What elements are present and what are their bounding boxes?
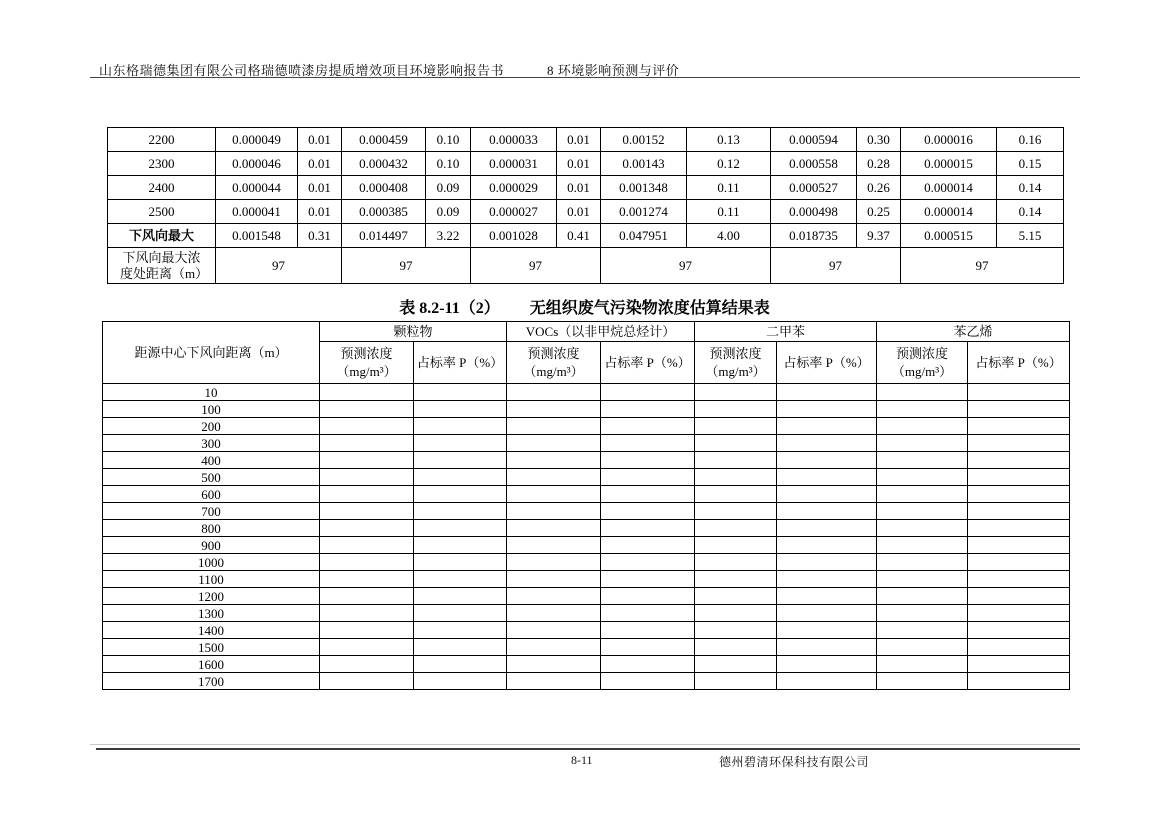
empty-value-cell [968, 503, 1070, 520]
empty-value-cell [507, 435, 601, 452]
concentration-value-cell: 0.047951 [601, 224, 687, 248]
empty-value-cell [507, 537, 601, 554]
empty-value-cell [877, 571, 968, 588]
empty-value-cell [968, 673, 1070, 690]
percent-value-cell: 0.30 [857, 128, 901, 152]
concentration-value-cell: 0.00152 [601, 128, 687, 152]
empty-value-cell [695, 384, 777, 401]
empty-value-cell [695, 401, 777, 418]
empty-value-cell [507, 418, 601, 435]
empty-value-cell [777, 537, 877, 554]
empty-value-cell [777, 571, 877, 588]
percent-value-cell: 0.01 [298, 152, 342, 176]
percent-value-cell: 0.01 [557, 176, 601, 200]
percent-value-cell: 0.10 [426, 152, 471, 176]
empty-value-cell [507, 469, 601, 486]
empty-value-cell [777, 554, 877, 571]
row-distance-label: 2300 [108, 152, 216, 176]
distance-value-cell: 97 [601, 248, 771, 284]
empty-value-cell [968, 486, 1070, 503]
empty-value-cell [968, 452, 1070, 469]
empty-value-cell [601, 452, 695, 469]
row-distance-label: 200 [103, 418, 320, 435]
concentration-value-cell: 0.000016 [901, 128, 997, 152]
table-row [103, 537, 1070, 554]
group-header-particulate: 颗粒物 [320, 322, 507, 342]
empty-value-cell [320, 452, 414, 469]
percent-value-cell: 0.12 [687, 152, 771, 176]
empty-value-cell [507, 384, 601, 401]
percent-value-cell: 0.01 [298, 128, 342, 152]
empty-value-cell [320, 656, 414, 673]
empty-value-cell [414, 673, 507, 690]
empty-value-cell [777, 673, 877, 690]
table-row [108, 176, 1064, 200]
concentration-value-cell: 0.000432 [342, 152, 426, 176]
footer-page-number: 8-11 [571, 753, 593, 767]
empty-value-cell [601, 588, 695, 605]
distance-value-cell: 97 [216, 248, 342, 284]
table2-body [103, 384, 1070, 690]
empty-value-cell [414, 588, 507, 605]
empty-value-cell [877, 469, 968, 486]
empty-value-cell [777, 469, 877, 486]
header-report-title: 山东格瑞德集团有限公司格瑞德喷漆房提质增效项目环境影响报告书 [99, 63, 505, 78]
concentration-value-cell: 0.000041 [216, 200, 298, 224]
row-distance-label: 1600 [103, 656, 320, 673]
empty-value-cell [968, 418, 1070, 435]
percent-value-cell: 0.14 [997, 176, 1064, 200]
empty-value-cell [414, 452, 507, 469]
table-row [103, 401, 1070, 418]
table1-body [108, 128, 1064, 248]
empty-value-cell [695, 435, 777, 452]
table-title [0, 299, 1169, 319]
empty-value-cell [320, 469, 414, 486]
conc-header: 预测浓度 （mg/m³） [507, 342, 601, 384]
row-distance-label: 700 [103, 503, 320, 520]
empty-value-cell [695, 622, 777, 639]
empty-value-cell [601, 418, 695, 435]
empty-value-cell [877, 520, 968, 537]
table-row [103, 384, 1070, 401]
concentration-value-cell: 0.014497 [342, 224, 426, 248]
table-row [103, 656, 1070, 673]
empty-value-cell [968, 469, 1070, 486]
concentration-value-cell: 0.000014 [901, 200, 997, 224]
empty-value-cell [968, 656, 1070, 673]
empty-value-cell [968, 588, 1070, 605]
group-header-styrene: 苯乙烯 [877, 322, 1070, 342]
footer-company-name: 德州碧清环保科技有限公司 [719, 755, 870, 769]
row-distance-label: 1300 [103, 605, 320, 622]
empty-value-cell [968, 554, 1070, 571]
empty-value-cell [601, 622, 695, 639]
empty-value-cell [320, 384, 414, 401]
empty-value-cell [695, 605, 777, 622]
empty-value-cell [695, 639, 777, 656]
concentration-value-cell: 0.000558 [771, 152, 857, 176]
percent-value-cell: 0.01 [298, 176, 342, 200]
concentration-value-cell: 0.000498 [771, 200, 857, 224]
distance-column-header: 距源中心下风向距离（m） [103, 322, 320, 384]
percent-value-cell: 5.15 [997, 224, 1064, 248]
conc-header: 预测浓度 （mg/m³） [320, 342, 414, 384]
concentration-value-cell: 0.001348 [601, 176, 687, 200]
empty-value-cell [968, 520, 1070, 537]
empty-value-cell [414, 656, 507, 673]
empty-value-cell [601, 656, 695, 673]
concentration-value-cell: 0.000029 [471, 176, 557, 200]
empty-value-cell [320, 537, 414, 554]
empty-value-cell [414, 605, 507, 622]
empty-value-cell [507, 571, 601, 588]
empty-value-cell [507, 656, 601, 673]
empty-value-cell [507, 588, 601, 605]
empty-value-cell [320, 435, 414, 452]
table-title-text: 无组织废气污染物浓度估算结果表 [529, 300, 770, 317]
percent-value-cell: 0.14 [997, 200, 1064, 224]
row-distance-label: 100 [103, 401, 320, 418]
row-distance-label: 1100 [103, 571, 320, 588]
empty-value-cell [507, 452, 601, 469]
percent-value-cell: 0.28 [857, 152, 901, 176]
concentration-value-cell: 0.000033 [471, 128, 557, 152]
empty-value-cell [695, 418, 777, 435]
concentration-value-cell: 0.000046 [216, 152, 298, 176]
footer-rule-dark [96, 748, 1080, 750]
table-row [103, 418, 1070, 435]
table-row [103, 435, 1070, 452]
percent-value-cell: 0.10 [426, 128, 471, 152]
empty-value-cell [414, 469, 507, 486]
empty-value-cell [507, 622, 601, 639]
table-row [103, 503, 1070, 520]
concentration-value-cell: 0.00143 [601, 152, 687, 176]
empty-value-cell [777, 656, 877, 673]
pct-header: 占标率 P（%） [414, 342, 507, 384]
empty-value-cell [320, 503, 414, 520]
concentration-value-cell: 0.000044 [216, 176, 298, 200]
empty-value-cell [414, 503, 507, 520]
empty-value-cell [320, 622, 414, 639]
row-distance-label: 500 [103, 469, 320, 486]
header-rule [90, 77, 1080, 78]
empty-value-cell [777, 503, 877, 520]
empty-value-cell [777, 486, 877, 503]
table-row [103, 571, 1070, 588]
empty-value-cell [777, 622, 877, 639]
empty-value-cell [414, 401, 507, 418]
unorganized-emission-estimation-table [102, 321, 1070, 690]
empty-value-cell [414, 418, 507, 435]
empty-value-cell [320, 520, 414, 537]
empty-value-cell [601, 469, 695, 486]
row-distance-label: 2400 [108, 176, 216, 200]
empty-value-cell [320, 673, 414, 690]
empty-value-cell [695, 537, 777, 554]
empty-value-cell [320, 605, 414, 622]
empty-value-cell [777, 639, 877, 656]
percent-value-cell: 0.01 [298, 200, 342, 224]
header-chapter-title: 8 环境影响预测与评价 [547, 63, 680, 78]
row-distance-label: 2500 [108, 200, 216, 224]
empty-value-cell [414, 554, 507, 571]
percent-value-cell: 0.26 [857, 176, 901, 200]
percent-value-cell: 0.01 [557, 152, 601, 176]
group-header-xylene: 二甲苯 [695, 322, 877, 342]
max-concentration-distance-row [108, 248, 1064, 284]
row-distance-label: 800 [103, 520, 320, 537]
empty-value-cell [414, 486, 507, 503]
empty-value-cell [695, 486, 777, 503]
concentration-value-cell: 0.001028 [471, 224, 557, 248]
empty-value-cell [968, 639, 1070, 656]
conc-header: 预测浓度 （mg/m³） [877, 342, 968, 384]
distance-value-cell: 97 [471, 248, 601, 284]
pct-header: 占标率 P（%） [777, 342, 877, 384]
empty-value-cell [968, 622, 1070, 639]
empty-value-cell [507, 554, 601, 571]
concentration-value-cell: 0.000459 [342, 128, 426, 152]
empty-value-cell [695, 503, 777, 520]
empty-value-cell [601, 537, 695, 554]
concentration-value-cell: 0.018735 [771, 224, 857, 248]
empty-value-cell [877, 435, 968, 452]
footer-rule-light [90, 744, 1080, 745]
empty-value-cell [507, 503, 601, 520]
empty-value-cell [777, 401, 877, 418]
empty-value-cell [601, 673, 695, 690]
row-distance-label: 下风向最大 [108, 224, 216, 248]
empty-value-cell [695, 469, 777, 486]
row-distance-label: 10 [103, 384, 320, 401]
row-distance-label: 400 [103, 452, 320, 469]
row-distance-label: 300 [103, 435, 320, 452]
empty-value-cell [968, 401, 1070, 418]
empty-value-cell [320, 571, 414, 588]
group-header-vocs: VOCs（以非甲烷总烃计） [507, 322, 695, 342]
concentration-value-cell: 0.000015 [901, 152, 997, 176]
percent-value-cell: 0.15 [997, 152, 1064, 176]
empty-value-cell [695, 571, 777, 588]
row-distance-label: 600 [103, 486, 320, 503]
empty-value-cell [320, 418, 414, 435]
percent-value-cell: 0.01 [557, 128, 601, 152]
empty-value-cell [601, 401, 695, 418]
empty-value-cell [507, 639, 601, 656]
conc-header: 预测浓度 （mg/m³） [695, 342, 777, 384]
table-row [103, 622, 1070, 639]
empty-value-cell [877, 673, 968, 690]
percent-value-cell: 0.16 [997, 128, 1064, 152]
table-row [103, 605, 1070, 622]
concentration-value-cell: 0.000031 [471, 152, 557, 176]
empty-value-cell [777, 605, 877, 622]
empty-value-cell [320, 554, 414, 571]
table-title-number: 表 8.2-11（2） [399, 300, 500, 317]
concentration-value-cell: 0.000027 [471, 200, 557, 224]
concentration-value-cell: 0.001548 [216, 224, 298, 248]
empty-value-cell [601, 639, 695, 656]
empty-value-cell [414, 571, 507, 588]
empty-value-cell [601, 486, 695, 503]
pct-header: 占标率 P（%） [968, 342, 1070, 384]
empty-value-cell [414, 520, 507, 537]
empty-value-cell [320, 639, 414, 656]
percent-value-cell: 3.22 [426, 224, 471, 248]
row-distance-label: 1000 [103, 554, 320, 571]
empty-value-cell [777, 418, 877, 435]
empty-value-cell [601, 605, 695, 622]
percent-value-cell: 4.00 [687, 224, 771, 248]
table-row [103, 469, 1070, 486]
empty-value-cell [877, 656, 968, 673]
empty-value-cell [877, 588, 968, 605]
distance-row-label: 下风向最大浓度处距离（m） [108, 248, 216, 284]
row-distance-label: 1200 [103, 588, 320, 605]
empty-value-cell [968, 605, 1070, 622]
empty-value-cell [414, 537, 507, 554]
table-row [108, 200, 1064, 224]
empty-value-cell [877, 537, 968, 554]
empty-value-cell [414, 622, 507, 639]
empty-value-cell [877, 384, 968, 401]
concentration-value-cell: 0.000515 [901, 224, 997, 248]
empty-value-cell [877, 605, 968, 622]
table-row [108, 128, 1064, 152]
empty-value-cell [877, 418, 968, 435]
table-row [103, 639, 1070, 656]
empty-value-cell [877, 401, 968, 418]
percent-value-cell: 0.13 [687, 128, 771, 152]
pollutant-concentration-table-continued [107, 127, 1064, 284]
empty-value-cell [601, 571, 695, 588]
empty-value-cell [968, 537, 1070, 554]
empty-value-cell [507, 401, 601, 418]
empty-value-cell [507, 520, 601, 537]
concentration-value-cell: 0.000527 [771, 176, 857, 200]
percent-value-cell: 9.37 [857, 224, 901, 248]
percent-value-cell: 0.11 [687, 176, 771, 200]
empty-value-cell [507, 605, 601, 622]
percent-value-cell: 0.09 [426, 176, 471, 200]
table-row [103, 452, 1070, 469]
row-distance-label: 1700 [103, 673, 320, 690]
concentration-value-cell: 0.000385 [342, 200, 426, 224]
percent-value-cell: 0.25 [857, 200, 901, 224]
distance-value-cell: 97 [771, 248, 901, 284]
table-row [108, 152, 1064, 176]
table-row [103, 554, 1070, 571]
empty-value-cell [507, 673, 601, 690]
row-distance-label: 1500 [103, 639, 320, 656]
table-row [103, 520, 1070, 537]
table-row [108, 224, 1064, 248]
pollutant-group-header-row [103, 322, 1070, 342]
empty-value-cell [777, 588, 877, 605]
empty-value-cell [877, 622, 968, 639]
concentration-value-cell: 0.000014 [901, 176, 997, 200]
concentration-value-cell: 0.000049 [216, 128, 298, 152]
empty-value-cell [695, 554, 777, 571]
percent-value-cell: 0.31 [298, 224, 342, 248]
empty-value-cell [695, 673, 777, 690]
empty-value-cell [507, 486, 601, 503]
percent-value-cell: 0.11 [687, 200, 771, 224]
percent-value-cell: 0.09 [426, 200, 471, 224]
empty-value-cell [320, 486, 414, 503]
empty-value-cell [968, 384, 1070, 401]
empty-value-cell [777, 384, 877, 401]
table-row [103, 588, 1070, 605]
empty-value-cell [320, 588, 414, 605]
percent-value-cell: 0.01 [557, 200, 601, 224]
row-distance-label: 1400 [103, 622, 320, 639]
empty-value-cell [695, 588, 777, 605]
concentration-value-cell: 0.001274 [601, 200, 687, 224]
concentration-value-cell: 0.000594 [771, 128, 857, 152]
row-distance-label: 900 [103, 537, 320, 554]
empty-value-cell [877, 639, 968, 656]
empty-value-cell [877, 452, 968, 469]
pct-header: 占标率 P（%） [601, 342, 695, 384]
empty-value-cell [695, 656, 777, 673]
empty-value-cell [695, 452, 777, 469]
empty-value-cell [968, 435, 1070, 452]
empty-value-cell [877, 554, 968, 571]
empty-value-cell [877, 486, 968, 503]
empty-value-cell [601, 520, 695, 537]
table-row [103, 673, 1070, 690]
row-distance-label: 2200 [108, 128, 216, 152]
empty-value-cell [777, 520, 877, 537]
distance-value-cell: 97 [342, 248, 471, 284]
empty-value-cell [877, 503, 968, 520]
empty-value-cell [777, 435, 877, 452]
empty-value-cell [601, 554, 695, 571]
empty-value-cell [414, 639, 507, 656]
empty-value-cell [777, 452, 877, 469]
empty-value-cell [320, 401, 414, 418]
empty-value-cell [601, 503, 695, 520]
empty-value-cell [414, 384, 507, 401]
empty-value-cell [695, 520, 777, 537]
distance-value-cell: 97 [901, 248, 1064, 284]
table-row [103, 486, 1070, 503]
empty-value-cell [968, 571, 1070, 588]
percent-value-cell: 0.41 [557, 224, 601, 248]
empty-value-cell [601, 435, 695, 452]
empty-value-cell [601, 384, 695, 401]
concentration-value-cell: 0.000408 [342, 176, 426, 200]
empty-value-cell [414, 435, 507, 452]
